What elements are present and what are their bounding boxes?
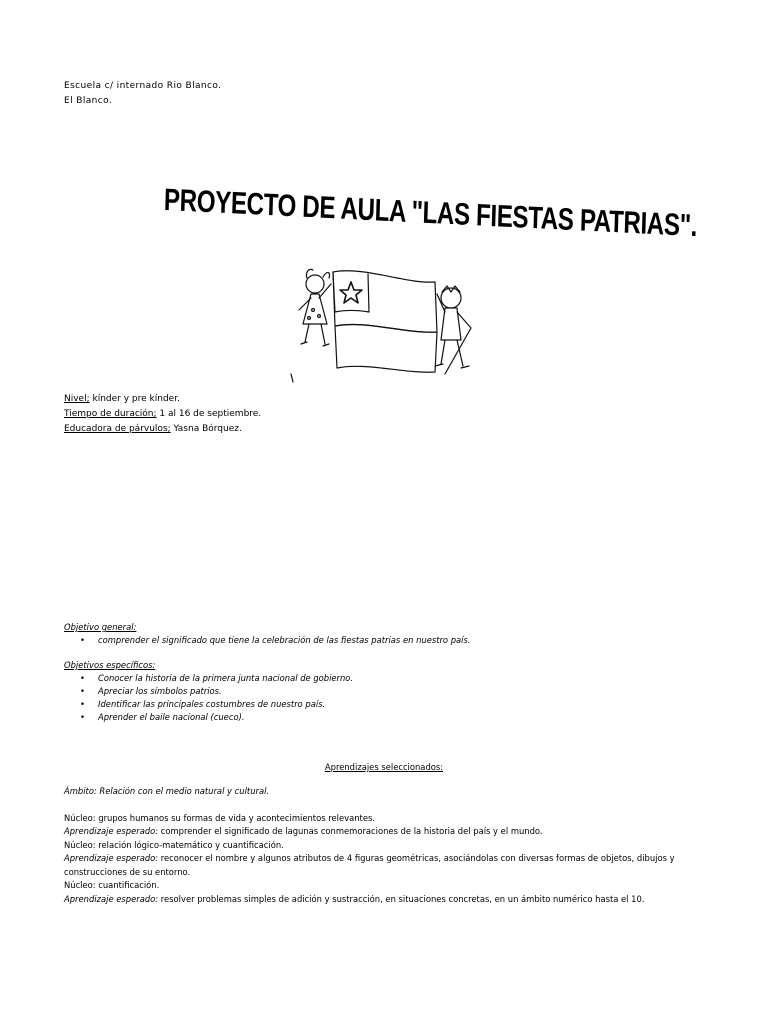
row-label: Aprendizaje esperado: — [64, 853, 159, 863]
content-row — [64, 812, 704, 826]
educadora-label: Educadora de párvulos; — [64, 424, 171, 434]
children-flag-illustration — [285, 262, 485, 384]
row-text: relación lógico-matemático y cuantificación. — [95, 839, 284, 850]
content-row — [64, 825, 704, 839]
objetivos-especificos-list — [64, 672, 353, 724]
objetivo-general-section — [64, 621, 471, 647]
educadora-value: Yasna Bórquez. — [170, 424, 242, 434]
content-row — [64, 852, 704, 879]
nivel-row — [64, 392, 261, 407]
school-header — [64, 79, 221, 109]
list-item: • Apreciar los símbolos patrios. — [64, 685, 353, 698]
tiempo-label: Tiempo de duración; — [64, 409, 157, 419]
list-item: • Conocer la historia de la primera junta nacional de gobierno. — [64, 672, 353, 685]
row-text: reconocer el nombre y algunos atributos de 4 figuras geométricas, asociándolas con diversas formas de objetos, dibujos y construcciones de su entorno. — [64, 853, 675, 877]
nivel-label: Nivel; — [64, 394, 90, 404]
row-label: Aprendizaje esperado: — [64, 826, 159, 836]
aprendizajes-content — [64, 785, 704, 906]
objetivos-especificos-heading: Objetivos específicos: — [64, 660, 156, 670]
nivel-value: kínder y pre kínder. — [89, 394, 180, 404]
content-row — [64, 839, 704, 853]
row-label: Núcleo: — [64, 812, 96, 823]
tiempo-row — [64, 407, 261, 422]
tiempo-value: 1 al 16 de septiembre. — [156, 409, 262, 419]
aprendizajes-heading — [0, 761, 768, 774]
row-text: resolver problemas simples de adición y sustracción, en situaciones concretas, en un ámbito numérico hasta el 10. — [158, 893, 645, 904]
objetivo-general-heading: Objetivo general: — [64, 622, 137, 632]
document-title: PROYECTO DE AULA "LAS FIESTAS PATRIAS". — [163, 181, 698, 244]
list-item: • Identificar las principales costumbres de nuestro país. — [64, 698, 353, 711]
aprendizajes-heading-text: Aprendizajes seleccionados: — [324, 762, 444, 772]
content-row — [64, 879, 704, 893]
school-location: El Blanco. — [64, 96, 113, 106]
project-info — [64, 392, 261, 437]
row-text: grupos humanos su formas de vida y acontecimientos relevantes. — [95, 812, 375, 823]
content-row — [64, 893, 704, 907]
ambito-line: Ámbito: Relación con el medio natural y cultural. — [64, 786, 270, 796]
row-text: comprender el significado de lagunas conmemoraciones de la historia del país y el mundo. — [158, 826, 543, 836]
row-label: Aprendizaje esperado: — [64, 893, 159, 904]
objetivos-especificos-section — [64, 659, 353, 724]
list-item: • Aprender el baile nacional (cueco). — [64, 711, 353, 724]
educadora-row — [64, 422, 261, 437]
row-label: Núcleo: — [64, 839, 96, 850]
school-name: Escuela c/ internado Rio Blanco. — [64, 81, 222, 91]
row-label: Núcleo: — [64, 880, 96, 890]
list-item: • comprender el significado que tiene la celebración de las fiestas patrias en nuestro país. — [64, 634, 471, 647]
objetivo-general-list — [64, 634, 471, 647]
row-text: cuantificación. — [95, 880, 160, 890]
